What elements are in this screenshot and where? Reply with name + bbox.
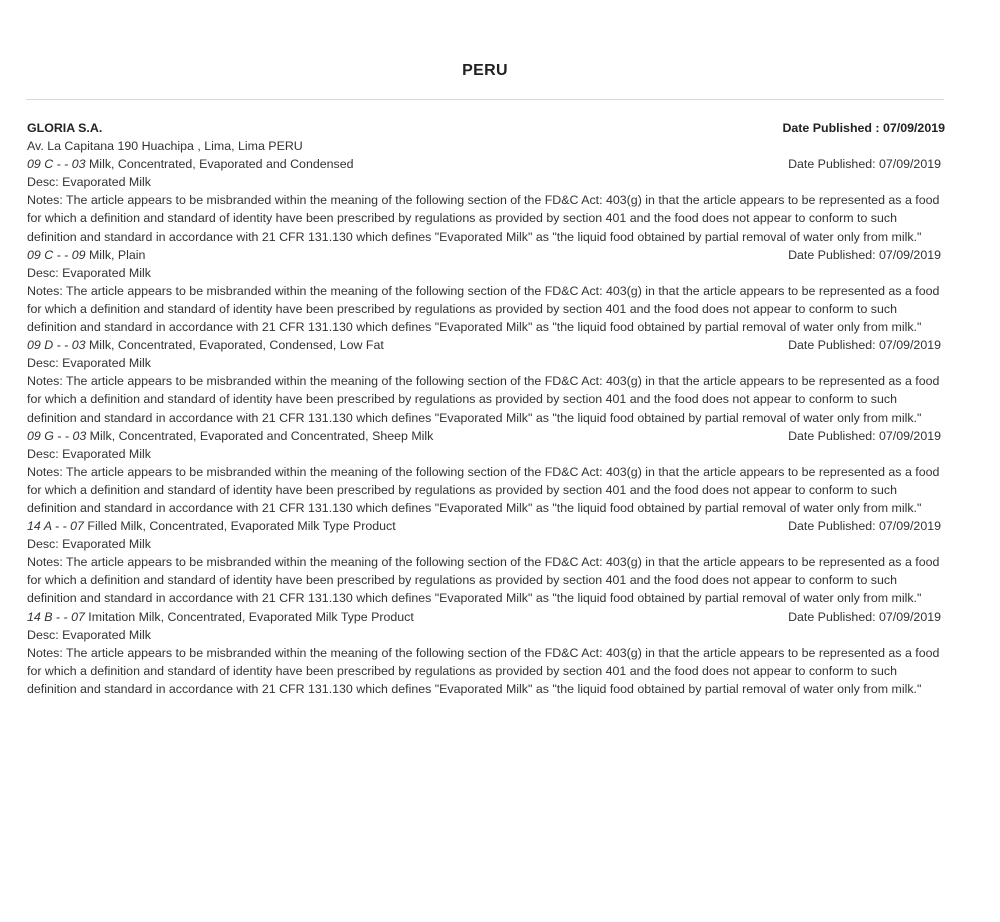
product-code: 09 C - - 09	[27, 247, 86, 262]
entry-product-line	[27, 427, 433, 445]
entry-product-line	[27, 517, 396, 535]
entry-header	[27, 155, 945, 173]
entry-desc: Desc: Evaporated Milk	[27, 446, 151, 461]
product-name: Milk, Concentrated, Evaporated, Condensed, Low Fat	[85, 338, 384, 353]
entry-notes: Notes: The article appears to be misbranded within the meaning of the following section of the FD&C Act: 403(g) in that the article appears to be represented as a food for which a definition and standard of identity have been prescribed by regulations as provided by section 401 and the food does not appear to conform to such definition and standard in accordance with 21 CFR 131.130 which defines "Evaporated Milk" as "the liquid food obtained by partial removal of water only from milk."	[27, 645, 940, 696]
import-alert-entry	[27, 155, 945, 245]
entry-desc: Desc: Evaporated Milk	[27, 627, 151, 642]
firm-header	[27, 119, 945, 137]
page-title: PERU	[462, 62, 508, 79]
entry-product-line	[27, 608, 414, 626]
product-name: Milk, Concentrated, Evaporated and Condensed	[85, 157, 354, 172]
entry-product-line	[27, 246, 145, 264]
entry-date-published: Date Published: 07/09/2019	[788, 609, 941, 624]
import-alert-entry	[27, 608, 945, 698]
entry-header	[27, 427, 945, 445]
import-alert-entry	[27, 517, 945, 607]
entry-desc: Desc: Evaporated Milk	[27, 265, 151, 280]
import-alert-entry	[27, 336, 945, 426]
firm-name: GLORIA S.A.	[27, 121, 103, 135]
entry-product-line	[27, 155, 354, 173]
entry-notes: Notes: The article appears to be misbranded within the meaning of the following section of the FD&C Act: 403(g) in that the article appears to be represented as a food for which a definition and standard of identity have been prescribed by regulations as provided by section 401 and the food does not appear to conform to such definition and standard in accordance with 21 CFR 131.130 which defines "Evaporated Milk" as "the liquid food obtained by partial removal of water only from milk."	[27, 374, 940, 425]
firm-section	[27, 119, 945, 698]
import-alert-entry	[27, 246, 945, 336]
entry-desc: Desc: Evaporated Milk	[27, 537, 151, 552]
entry-date-published: Date Published: 07/09/2019	[788, 428, 941, 443]
entry-date-published: Date Published: 07/09/2019	[788, 247, 941, 262]
product-code: 14 A - - 07	[27, 519, 84, 534]
entry-product-line	[27, 336, 384, 354]
product-code: 09 G - - 03	[27, 428, 87, 443]
entry-desc: Desc: Evaporated Milk	[27, 356, 151, 371]
product-name: Milk, Concentrated, Evaporated and Concentrated, Sheep Milk	[86, 428, 434, 443]
entry-desc: Desc: Evaporated Milk	[27, 175, 151, 190]
product-name: Milk, Plain	[85, 247, 146, 262]
entry-date-published: Date Published: 07/09/2019	[788, 338, 941, 353]
product-code: 14 B - - 07	[27, 609, 85, 624]
entry-notes: Notes: The article appears to be misbranded within the meaning of the following section of the FD&C Act: 403(g) in that the article appears to be represented as a food for which a definition and standard of identity have been prescribed by regulations as provided by section 401 and the food does not appear to conform to such definition and standard in accordance with 21 CFR 131.130 which defines "Evaporated Milk" as "the liquid food obtained by partial removal of water only from milk."	[27, 464, 940, 515]
entry-header	[27, 608, 945, 626]
entry-notes: Notes: The article appears to be misbranded within the meaning of the following section of the FD&C Act: 403(g) in that the article appears to be represented as a food for which a definition and standard of identity have been prescribed by regulations as provided by section 401 and the food does not appear to conform to such definition and standard in accordance with 21 CFR 131.130 which defines "Evaporated Milk" as "the liquid food obtained by partial removal of water only from milk."	[27, 555, 940, 606]
entry-notes: Notes: The article appears to be misbranded within the meaning of the following section of the FD&C Act: 403(g) in that the article appears to be represented as a food for which a definition and standard of identity have been prescribed by regulations as provided by section 401 and the food does not appear to conform to such definition and standard in accordance with 21 CFR 131.130 which defines "Evaporated Milk" as "the liquid food obtained by partial removal of water only from milk."	[27, 283, 940, 335]
entry-header	[27, 517, 945, 535]
entry-date-published: Date Published: 07/09/2019	[788, 519, 941, 534]
product-name: Imitation Milk, Concentrated, Evaporated Milk Type Product	[84, 609, 414, 624]
product-code: 09 D - - 03	[27, 338, 86, 353]
product-name: Filled Milk, Concentrated, Evaporated Milk Type Product	[83, 519, 396, 534]
entry-notes: Notes: The article appears to be misbranded within the meaning of the following section of the FD&C Act: 403(g) in that the article appears to be represented as a food for which a definition and standard of identity have been prescribed by regulations as provided by section 401 and the food does not appear to conform to such definition and standard in accordance with 21 CFR 131.130 which defines "Evaporated Milk" as "the liquid food obtained by partial removal of water only from milk."	[27, 193, 940, 244]
firm-date-published: Date Published : 07/09/2019	[782, 121, 945, 135]
title-divider	[26, 99, 944, 100]
entry-date-published: Date Published: 07/09/2019	[788, 157, 941, 172]
entry-header	[27, 336, 945, 354]
firm-address: Av. La Capitana 190 Huachipa , Lima, Lima PERU	[27, 139, 303, 154]
import-alert-entry	[27, 427, 945, 517]
product-code: 09 C - - 03	[27, 157, 86, 172]
entry-header	[27, 246, 945, 264]
